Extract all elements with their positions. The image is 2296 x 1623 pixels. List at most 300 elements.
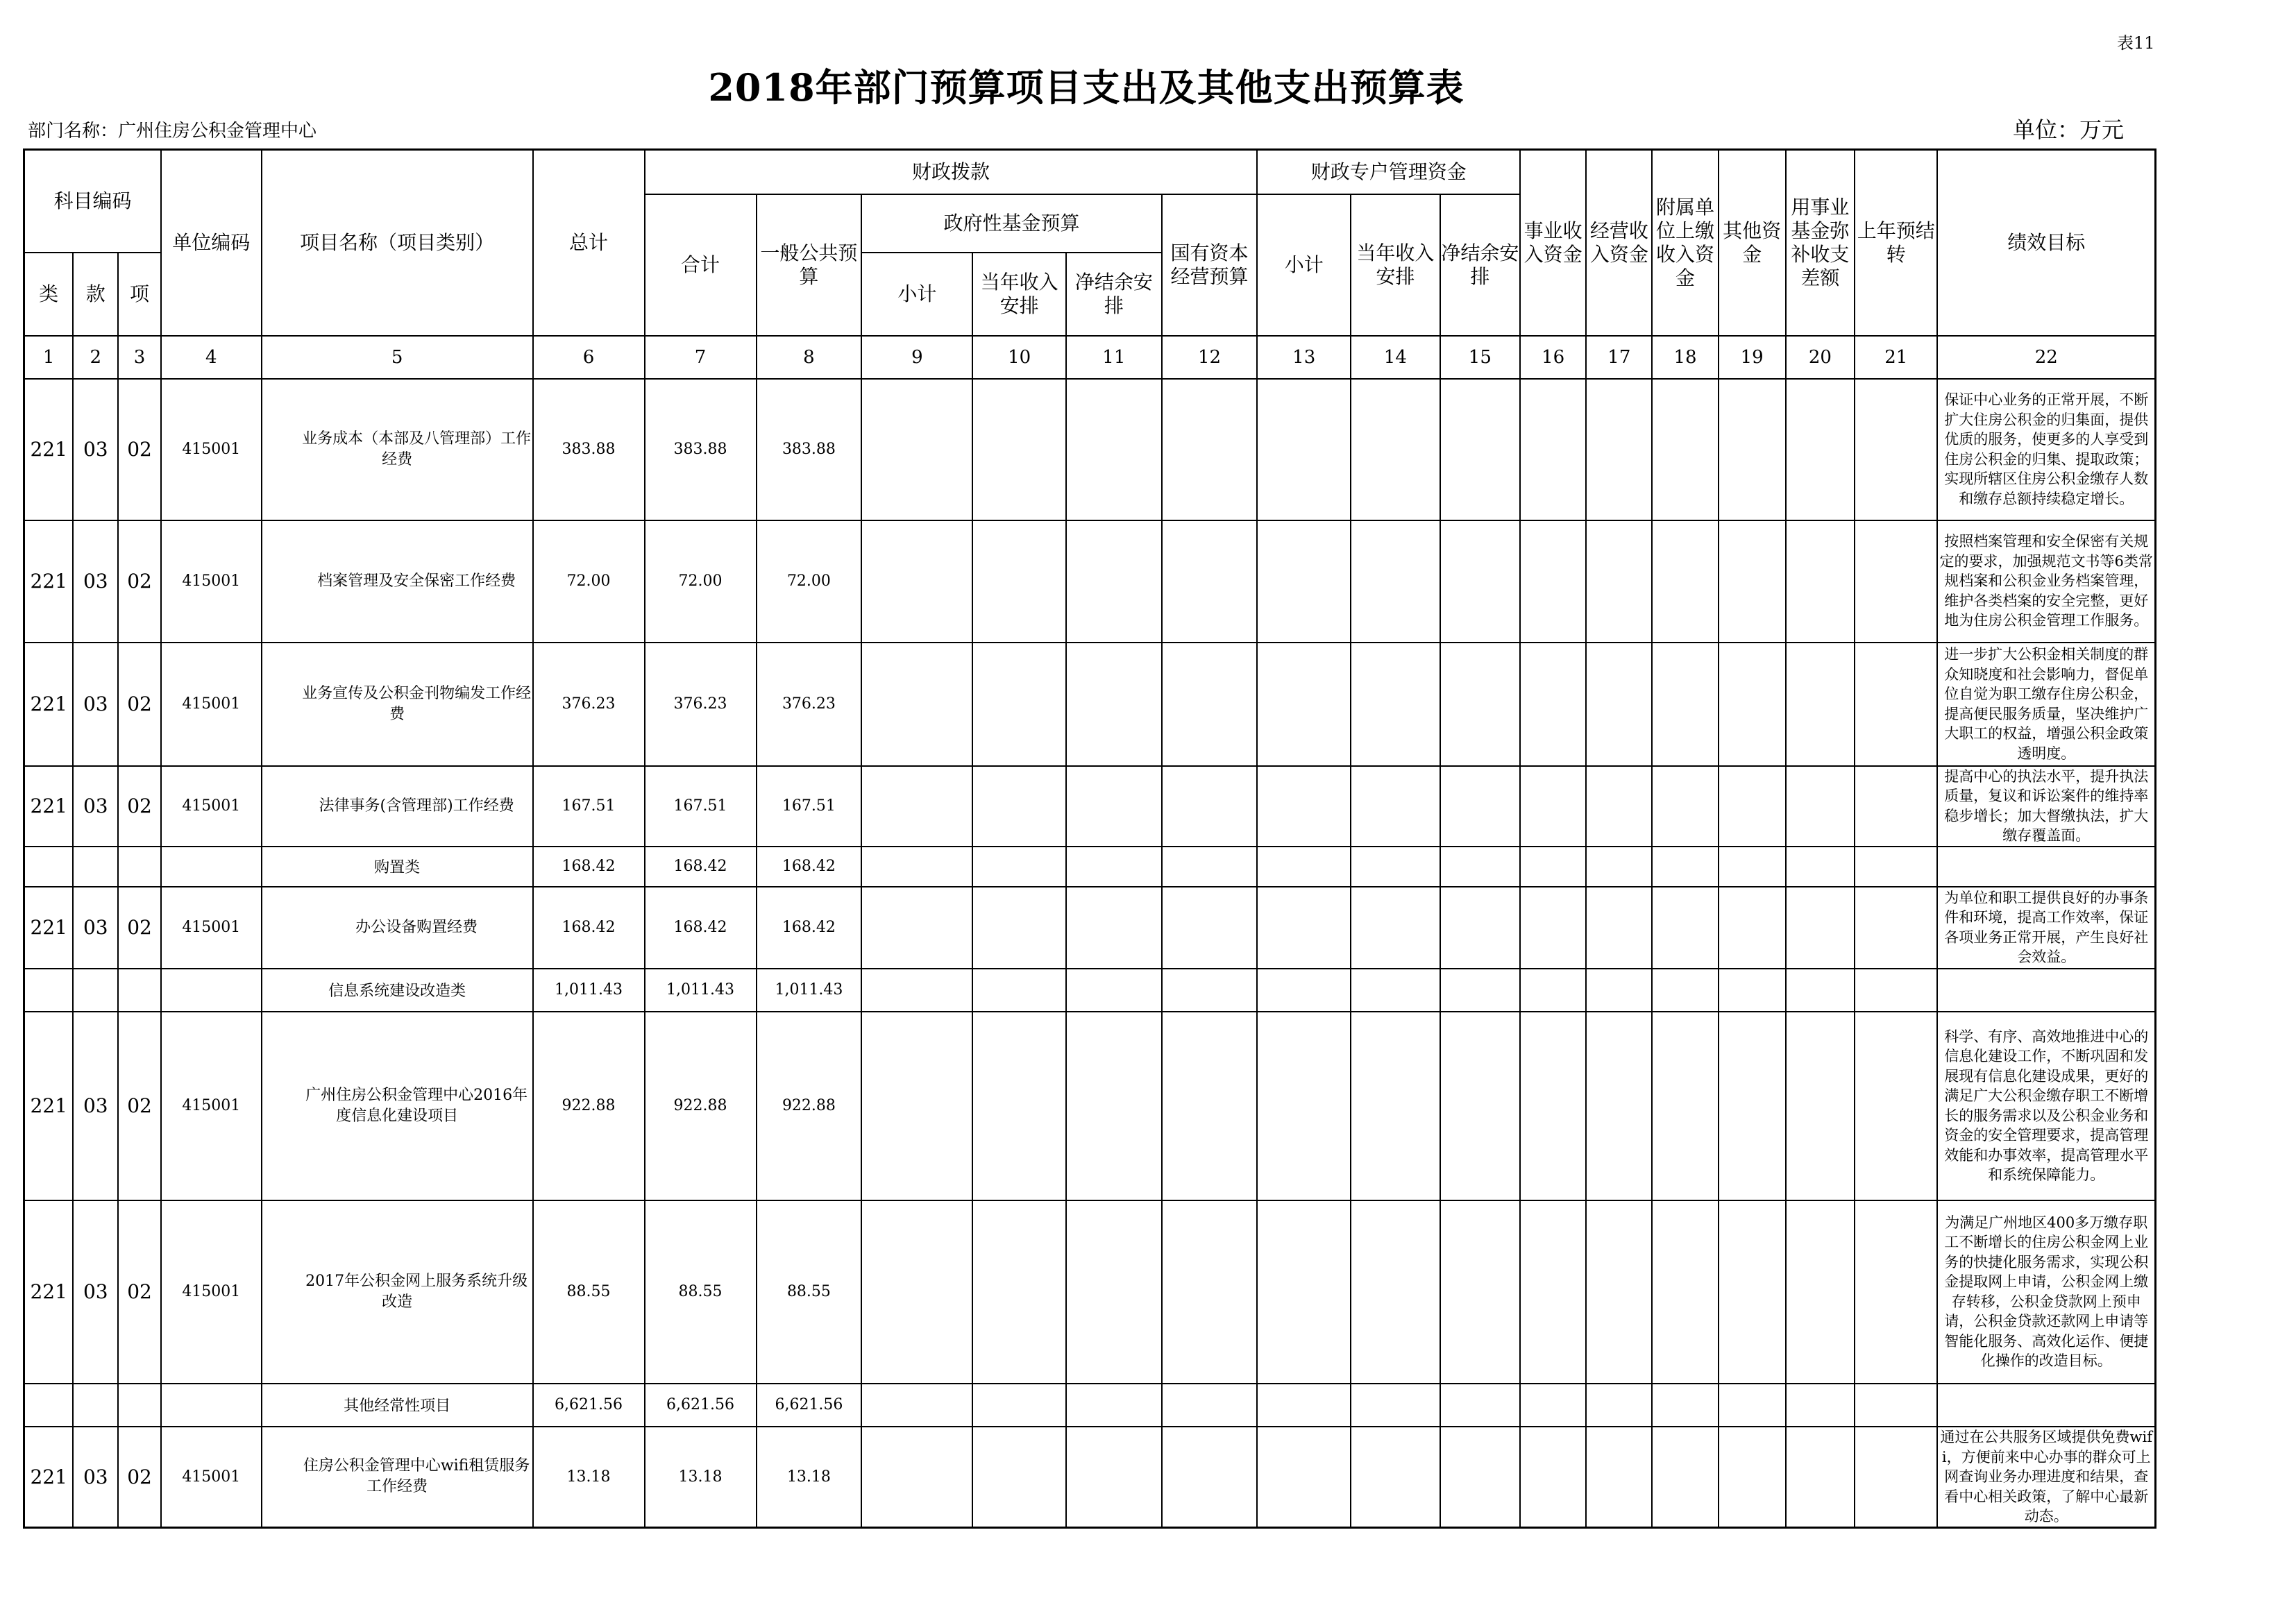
xiang-cell: 02 bbox=[118, 1200, 161, 1384]
empty-cell bbox=[1351, 766, 1440, 847]
empty-cell bbox=[1520, 1200, 1586, 1384]
header-fiscal: 财政拨款 bbox=[645, 150, 1258, 194]
empty-cell bbox=[1855, 520, 1937, 643]
empty-cell bbox=[118, 1384, 161, 1427]
empty-cell bbox=[1855, 1427, 1937, 1528]
xiang-cell: 02 bbox=[118, 520, 161, 643]
empty-cell bbox=[1066, 1427, 1162, 1528]
empty-cell bbox=[1786, 1012, 1855, 1200]
header-gov-subtotal: 小计 bbox=[861, 253, 972, 336]
empty-cell bbox=[1719, 1012, 1786, 1200]
empty-cell bbox=[1257, 1384, 1351, 1427]
column-number-cell: 9 bbox=[861, 336, 972, 379]
empty-cell bbox=[1066, 969, 1162, 1012]
total-cell: 168.42 bbox=[533, 887, 645, 969]
project-name-text: 2017年公积金网上服务系统升级改造 bbox=[305, 1272, 528, 1311]
empty-cell bbox=[1786, 766, 1855, 847]
empty-cell bbox=[1586, 1384, 1652, 1427]
empty-cell bbox=[1855, 766, 1937, 847]
empty-cell bbox=[1855, 1384, 1937, 1427]
xiang-cell: 02 bbox=[118, 643, 161, 766]
fiscal-sum-cell: 72.00 bbox=[645, 520, 757, 643]
header-unit-code: 单位编码 bbox=[161, 150, 262, 336]
empty-cell bbox=[1586, 887, 1652, 969]
general-budget-cell: 1,011.43 bbox=[757, 969, 862, 1012]
empty-cell bbox=[1520, 1384, 1586, 1427]
empty-cell bbox=[1162, 520, 1258, 643]
header-special-fund: 财政专户管理资金 bbox=[1257, 150, 1520, 194]
empty-cell bbox=[1440, 1200, 1520, 1384]
empty-cell bbox=[1162, 1427, 1258, 1528]
empty-cell bbox=[1719, 887, 1786, 969]
category-name-cell: 购置类 bbox=[262, 847, 533, 887]
project-name-cell bbox=[262, 1012, 533, 1200]
column-number-cell: 6 bbox=[533, 336, 645, 379]
column-number-cell: 14 bbox=[1351, 336, 1440, 379]
empty-cell bbox=[1586, 520, 1652, 643]
table-row bbox=[24, 643, 2156, 766]
header-special-subtotal: 小计 bbox=[1257, 194, 1351, 336]
empty-cell bbox=[1351, 1200, 1440, 1384]
performance-cell: 为单位和职工提供良好的办事条件和环境，提高工作效率，保证各项业务正常开展，产生良好社会效益。 bbox=[1937, 887, 2155, 969]
category-name-cell: 信息系统建设改造类 bbox=[262, 969, 533, 1012]
performance-cell bbox=[1937, 969, 2155, 1012]
empty-cell bbox=[1719, 643, 1786, 766]
unit-label: 单位：万元 bbox=[2013, 117, 2125, 143]
empty-cell bbox=[1520, 520, 1586, 643]
lei-cell: 221 bbox=[24, 643, 74, 766]
performance-cell bbox=[1937, 847, 2155, 887]
unit-code-cell: 415001 bbox=[161, 1012, 262, 1200]
empty-cell bbox=[1440, 969, 1520, 1012]
fiscal-sum-cell: 376.23 bbox=[645, 643, 757, 766]
empty-cell bbox=[1786, 847, 1855, 887]
empty-cell bbox=[861, 379, 972, 520]
header-special-current: 当年收入安排 bbox=[1351, 194, 1440, 336]
empty-cell bbox=[861, 766, 972, 847]
performance-cell: 保证中心业务的正常开展，不断扩大住房公积金的归集面，提供优质的服务，使更多的人享受到住房公积金的归集、提取政策；实现所辖区住房公积金缴存人数和缴存总额持续稳定增长。 bbox=[1937, 379, 2155, 520]
empty-cell bbox=[1440, 1012, 1520, 1200]
fiscal-sum-cell: 922.88 bbox=[645, 1012, 757, 1200]
performance-cell: 科学、有序、高效地推进中心的信息化建设工作，不断巩固和发展现有信息化建设成果，更好的满足广大公积金缴存职工不断增长的服务需求以及公积金业务和资金的安全管理要求，提高管理效能和办事效率，提高管理水平和系统保障能力。 bbox=[1937, 1012, 2155, 1200]
empty-cell bbox=[1440, 643, 1520, 766]
fiscal-sum-cell: 6,621.56 bbox=[645, 1384, 757, 1427]
general-budget-cell: 922.88 bbox=[757, 1012, 862, 1200]
unit-code-cell: 415001 bbox=[161, 766, 262, 847]
empty-cell bbox=[861, 887, 972, 969]
total-cell: 922.88 bbox=[533, 1012, 645, 1200]
empty-cell bbox=[1066, 766, 1162, 847]
performance-cell: 通过在公共服务区域提供免费wifi，方便前来中心办事的群众可上网查询业务办理进度和结果，查看中心相关政策，了解中心最新动态。 bbox=[1937, 1427, 2155, 1528]
header-performance: 绩效目标 bbox=[1937, 150, 2155, 336]
column-number-cell: 4 bbox=[161, 336, 262, 379]
fiscal-sum-cell: 383.88 bbox=[645, 379, 757, 520]
category-row bbox=[24, 969, 2156, 1012]
empty-cell bbox=[1162, 887, 1258, 969]
empty-cell bbox=[1719, 520, 1786, 643]
total-cell: 72.00 bbox=[533, 520, 645, 643]
xiang-cell: 02 bbox=[118, 1427, 161, 1528]
header-gov-surplus: 净结余安排 bbox=[1066, 253, 1162, 336]
empty-cell bbox=[1520, 379, 1586, 520]
empty-cell bbox=[1066, 1012, 1162, 1200]
header-lei: 类 bbox=[24, 253, 74, 336]
xiang-cell: 02 bbox=[118, 1012, 161, 1200]
table-row bbox=[24, 766, 2156, 847]
project-name-text: 广州住房公积金管理中心2016年度信息化建设项目 bbox=[305, 1086, 528, 1125]
empty-cell bbox=[1786, 969, 1855, 1012]
empty-cell bbox=[1855, 379, 1937, 520]
general-budget-cell: 13.18 bbox=[757, 1427, 862, 1528]
empty-cell bbox=[1520, 643, 1586, 766]
total-cell: 167.51 bbox=[533, 766, 645, 847]
unit-code-cell: 415001 bbox=[161, 643, 262, 766]
empty-cell bbox=[1440, 766, 1520, 847]
kuan-cell: 03 bbox=[73, 643, 118, 766]
project-name-text: 办公设备购置经费 bbox=[355, 918, 478, 936]
fiscal-sum-cell: 13.18 bbox=[645, 1427, 757, 1528]
category-row bbox=[24, 1384, 2156, 1427]
empty-cell bbox=[1855, 847, 1937, 887]
general-budget-cell: 88.55 bbox=[757, 1200, 862, 1384]
empty-cell bbox=[1855, 643, 1937, 766]
total-cell: 1,011.43 bbox=[533, 969, 645, 1012]
empty-cell bbox=[1786, 520, 1855, 643]
budget-table bbox=[23, 148, 2156, 1529]
header-special-surplus: 净结余安排 bbox=[1440, 194, 1520, 336]
project-name-cell bbox=[262, 379, 533, 520]
empty-cell bbox=[1520, 1012, 1586, 1200]
empty-cell bbox=[1351, 1384, 1440, 1427]
empty-cell bbox=[1351, 1427, 1440, 1528]
empty-cell bbox=[1652, 766, 1718, 847]
column-number-cell: 8 bbox=[757, 336, 862, 379]
empty-cell bbox=[161, 969, 262, 1012]
column-number-cell: 22 bbox=[1937, 336, 2155, 379]
kuan-cell: 03 bbox=[73, 1427, 118, 1528]
empty-cell bbox=[1162, 1384, 1258, 1427]
header-total: 总计 bbox=[533, 150, 645, 336]
empty-cell bbox=[1351, 643, 1440, 766]
performance-cell: 为满足广州地区400多万缴存职工不断增长的住房公积金网上业务的快捷化服务需求，实现公积金提取网上申请，公积金网上缴存转移，公积金贷款网上预申请，公积金贷款还款网上申请等智能化服务、高效化运作、便捷化操作的改造目标。 bbox=[1937, 1200, 2155, 1384]
total-cell: 376.23 bbox=[533, 643, 645, 766]
column-number-cell: 1 bbox=[24, 336, 74, 379]
project-name-text: 业务宣传及公积金刊物编发工作经费 bbox=[302, 684, 532, 723]
project-name-cell bbox=[262, 766, 533, 847]
xiang-cell: 02 bbox=[118, 379, 161, 520]
project-name-text: 法律事务(含管理部)工作经费 bbox=[319, 797, 514, 815]
empty-cell bbox=[1520, 847, 1586, 887]
column-number-cell: 19 bbox=[1719, 336, 1786, 379]
empty-cell bbox=[1786, 379, 1855, 520]
column-number-cell: 21 bbox=[1855, 336, 1937, 379]
empty-cell bbox=[1719, 1384, 1786, 1427]
general-budget-cell: 376.23 bbox=[757, 643, 862, 766]
general-budget-cell: 167.51 bbox=[757, 766, 862, 847]
project-name-cell bbox=[262, 887, 533, 969]
empty-cell bbox=[1351, 1012, 1440, 1200]
empty-cell bbox=[1440, 887, 1520, 969]
empty-cell bbox=[972, 643, 1066, 766]
empty-cell bbox=[972, 969, 1066, 1012]
empty-cell bbox=[1257, 847, 1351, 887]
lei-cell: 221 bbox=[24, 379, 74, 520]
empty-cell bbox=[1440, 379, 1520, 520]
empty-cell bbox=[1586, 379, 1652, 520]
table-row bbox=[24, 520, 2156, 643]
performance-cell bbox=[1937, 1384, 2155, 1427]
kuan-cell: 03 bbox=[73, 887, 118, 969]
empty-cell bbox=[1066, 1384, 1162, 1427]
empty-cell bbox=[1652, 887, 1718, 969]
header-subject-code: 科目编码 bbox=[24, 150, 161, 253]
unit-code-cell: 415001 bbox=[161, 520, 262, 643]
empty-cell bbox=[972, 1200, 1066, 1384]
table-row bbox=[24, 379, 2156, 520]
lei-cell: 221 bbox=[24, 520, 74, 643]
general-budget-cell: 383.88 bbox=[757, 379, 862, 520]
empty-cell bbox=[972, 887, 1066, 969]
empty-cell bbox=[972, 1012, 1066, 1200]
empty-cell bbox=[1440, 1384, 1520, 1427]
project-name-text: 档案管理及安全保密工作经费 bbox=[317, 572, 516, 590]
empty-cell bbox=[861, 1012, 972, 1200]
empty-cell bbox=[1351, 887, 1440, 969]
kuan-cell: 03 bbox=[73, 1012, 118, 1200]
empty-cell bbox=[1520, 969, 1586, 1012]
column-number-cell: 10 bbox=[972, 336, 1066, 379]
empty-cell bbox=[1520, 1427, 1586, 1528]
empty-cell bbox=[1586, 643, 1652, 766]
empty-cell bbox=[1719, 1200, 1786, 1384]
department-label: 部门名称：广州住房公积金管理中心 bbox=[28, 121, 317, 142]
empty-cell bbox=[1520, 887, 1586, 969]
header-project-name: 项目名称（项目类别） bbox=[262, 150, 533, 336]
empty-cell bbox=[1855, 969, 1937, 1012]
header-affiliate-income: 附属单位上缴收入资金 bbox=[1652, 150, 1718, 336]
empty-cell bbox=[861, 1200, 972, 1384]
empty-cell bbox=[1351, 379, 1440, 520]
category-row bbox=[24, 847, 2156, 887]
empty-cell bbox=[1351, 520, 1440, 643]
column-number-cell: 18 bbox=[1652, 336, 1718, 379]
empty-cell bbox=[24, 847, 74, 887]
empty-cell bbox=[1440, 1427, 1520, 1528]
column-number-cell: 7 bbox=[645, 336, 757, 379]
fiscal-sum-cell: 168.42 bbox=[645, 887, 757, 969]
unit-code-cell: 415001 bbox=[161, 1200, 262, 1384]
lei-cell: 221 bbox=[24, 1012, 74, 1200]
empty-cell bbox=[73, 969, 118, 1012]
fiscal-sum-cell: 168.42 bbox=[645, 847, 757, 887]
empty-cell bbox=[1719, 379, 1786, 520]
table-row bbox=[24, 1200, 2156, 1384]
column-number-cell: 2 bbox=[73, 336, 118, 379]
empty-cell bbox=[1719, 847, 1786, 887]
project-name-text: 住房公积金管理中心wifi租赁服务工作经费 bbox=[303, 1457, 530, 1496]
empty-cell bbox=[73, 847, 118, 887]
empty-cell bbox=[1586, 1200, 1652, 1384]
empty-cell bbox=[1257, 1427, 1351, 1528]
empty-cell bbox=[972, 1427, 1066, 1528]
category-name-cell: 其他经常性项目 bbox=[262, 1384, 533, 1427]
empty-cell bbox=[1066, 643, 1162, 766]
general-budget-cell: 168.42 bbox=[757, 887, 862, 969]
kuan-cell: 03 bbox=[73, 1200, 118, 1384]
empty-cell bbox=[1786, 1427, 1855, 1528]
empty-cell bbox=[861, 969, 972, 1012]
page-title: 2018年部门预算项目支出及其他支出预算表 bbox=[708, 65, 1464, 110]
header-operating-income: 经营收入资金 bbox=[1586, 150, 1652, 336]
empty-cell bbox=[1066, 520, 1162, 643]
empty-cell bbox=[972, 379, 1066, 520]
empty-cell bbox=[161, 847, 262, 887]
total-cell: 88.55 bbox=[533, 1200, 645, 1384]
column-number-row bbox=[24, 336, 2156, 379]
empty-cell bbox=[1066, 887, 1162, 969]
empty-cell bbox=[1162, 847, 1258, 887]
total-cell: 6,621.56 bbox=[533, 1384, 645, 1427]
empty-cell bbox=[1440, 520, 1520, 643]
empty-cell bbox=[1257, 643, 1351, 766]
project-name-cell bbox=[262, 643, 533, 766]
empty-cell bbox=[1586, 847, 1652, 887]
empty-cell bbox=[1586, 766, 1652, 847]
empty-cell bbox=[1652, 1200, 1718, 1384]
column-number-cell: 17 bbox=[1586, 336, 1652, 379]
empty-cell bbox=[1351, 969, 1440, 1012]
empty-cell bbox=[861, 847, 972, 887]
empty-cell bbox=[1520, 766, 1586, 847]
empty-cell bbox=[161, 1384, 262, 1427]
header-fiscal-sum: 合计 bbox=[645, 194, 757, 336]
fiscal-sum-cell: 1,011.43 bbox=[645, 969, 757, 1012]
unit-code-cell: 415001 bbox=[161, 1427, 262, 1528]
lei-cell: 221 bbox=[24, 887, 74, 969]
empty-cell bbox=[1257, 969, 1351, 1012]
header-general-budget: 一般公共预算 bbox=[757, 194, 862, 336]
empty-cell bbox=[1652, 847, 1718, 887]
fiscal-sum-cell: 88.55 bbox=[645, 1200, 757, 1384]
empty-cell bbox=[1786, 887, 1855, 969]
column-number-cell: 12 bbox=[1162, 336, 1258, 379]
header-gov-fund: 政府性基金预算 bbox=[861, 194, 1161, 253]
column-number-cell: 5 bbox=[262, 336, 533, 379]
project-name-cell bbox=[262, 520, 533, 643]
empty-cell bbox=[118, 969, 161, 1012]
project-name-text: 业务成本（本部及八管理部）工作经费 bbox=[302, 430, 532, 468]
empty-cell bbox=[1786, 1200, 1855, 1384]
empty-cell bbox=[1066, 1200, 1162, 1384]
column-number-cell: 16 bbox=[1520, 336, 1586, 379]
empty-cell bbox=[1586, 969, 1652, 1012]
empty-cell bbox=[1652, 1384, 1718, 1427]
empty-cell bbox=[1652, 1427, 1718, 1528]
header-kuan: 款 bbox=[73, 253, 118, 336]
lei-cell: 221 bbox=[24, 1427, 74, 1528]
empty-cell bbox=[1652, 643, 1718, 766]
total-cell: 168.42 bbox=[533, 847, 645, 887]
xiang-cell: 02 bbox=[118, 766, 161, 847]
header-offset: 用事业基金弥补收支差额 bbox=[1786, 150, 1855, 336]
column-number-cell: 15 bbox=[1440, 336, 1520, 379]
empty-cell bbox=[1652, 379, 1718, 520]
empty-cell bbox=[972, 847, 1066, 887]
empty-cell bbox=[1652, 1012, 1718, 1200]
performance-cell: 提高中心的执法水平，提升执法质量，复议和诉讼案件的维持率稳步增长；加大督缴执法，扩大缴存覆盖面。 bbox=[1937, 766, 2155, 847]
lei-cell: 221 bbox=[24, 766, 74, 847]
empty-cell bbox=[1257, 520, 1351, 643]
empty-cell bbox=[1162, 1012, 1258, 1200]
empty-cell bbox=[24, 969, 74, 1012]
empty-cell bbox=[1855, 887, 1937, 969]
empty-cell bbox=[1719, 969, 1786, 1012]
empty-cell bbox=[1257, 766, 1351, 847]
empty-cell bbox=[1162, 969, 1258, 1012]
empty-cell bbox=[972, 766, 1066, 847]
header-other-fund: 其他资金 bbox=[1719, 150, 1786, 336]
table-row bbox=[24, 1012, 2156, 1200]
empty-cell bbox=[861, 1384, 972, 1427]
project-name-cell bbox=[262, 1427, 533, 1528]
empty-cell bbox=[24, 1384, 74, 1427]
column-number-cell: 11 bbox=[1066, 336, 1162, 379]
empty-cell bbox=[1257, 887, 1351, 969]
empty-cell bbox=[1652, 520, 1718, 643]
empty-cell bbox=[1786, 1384, 1855, 1427]
empty-cell bbox=[1162, 643, 1258, 766]
column-number-cell: 20 bbox=[1786, 336, 1855, 379]
total-cell: 13.18 bbox=[533, 1427, 645, 1528]
table-number: 表11 bbox=[2117, 33, 2155, 53]
empty-cell bbox=[1855, 1012, 1937, 1200]
empty-cell bbox=[118, 847, 161, 887]
lei-cell: 221 bbox=[24, 1200, 74, 1384]
empty-cell bbox=[1162, 1200, 1258, 1384]
empty-cell bbox=[1066, 847, 1162, 887]
empty-cell bbox=[1586, 1427, 1652, 1528]
empty-cell bbox=[972, 520, 1066, 643]
project-name-cell bbox=[262, 1200, 533, 1384]
empty-cell bbox=[1162, 379, 1258, 520]
empty-cell bbox=[1719, 766, 1786, 847]
empty-cell bbox=[1257, 1200, 1351, 1384]
performance-cell: 按照档案管理和安全保密有关规定的要求，加强规范文书等6类常规档案和公积金业务档案管理，维护各类档案的安全完整，更好地为住房公积金管理工作服务。 bbox=[1937, 520, 2155, 643]
fiscal-sum-cell: 167.51 bbox=[645, 766, 757, 847]
empty-cell bbox=[1652, 969, 1718, 1012]
empty-cell bbox=[1586, 1012, 1652, 1200]
column-number-cell: 13 bbox=[1257, 336, 1351, 379]
header-state-capital: 国有资本经营预算 bbox=[1162, 194, 1258, 336]
kuan-cell: 03 bbox=[73, 379, 118, 520]
empty-cell bbox=[1257, 1012, 1351, 1200]
empty-cell bbox=[861, 520, 972, 643]
header-xiang: 项 bbox=[118, 253, 161, 336]
total-cell: 383.88 bbox=[533, 379, 645, 520]
empty-cell bbox=[861, 643, 972, 766]
general-budget-cell: 6,621.56 bbox=[757, 1384, 862, 1427]
empty-cell bbox=[1786, 643, 1855, 766]
empty-cell bbox=[861, 1427, 972, 1528]
column-number-cell: 3 bbox=[118, 336, 161, 379]
performance-cell: 进一步扩大公积金相关制度的群众知晓度和社会影响力，督促单位自觉为职工缴存住房公积金，提高便民服务质量，坚决维护广大职工的权益，增强公积金政策透明度。 bbox=[1937, 643, 2155, 766]
empty-cell bbox=[1066, 379, 1162, 520]
header-prev-carryover: 上年预结转 bbox=[1855, 150, 1937, 336]
unit-code-cell: 415001 bbox=[161, 379, 262, 520]
table-row bbox=[24, 1427, 2156, 1528]
empty-cell bbox=[1855, 1200, 1937, 1384]
empty-cell bbox=[1257, 379, 1351, 520]
